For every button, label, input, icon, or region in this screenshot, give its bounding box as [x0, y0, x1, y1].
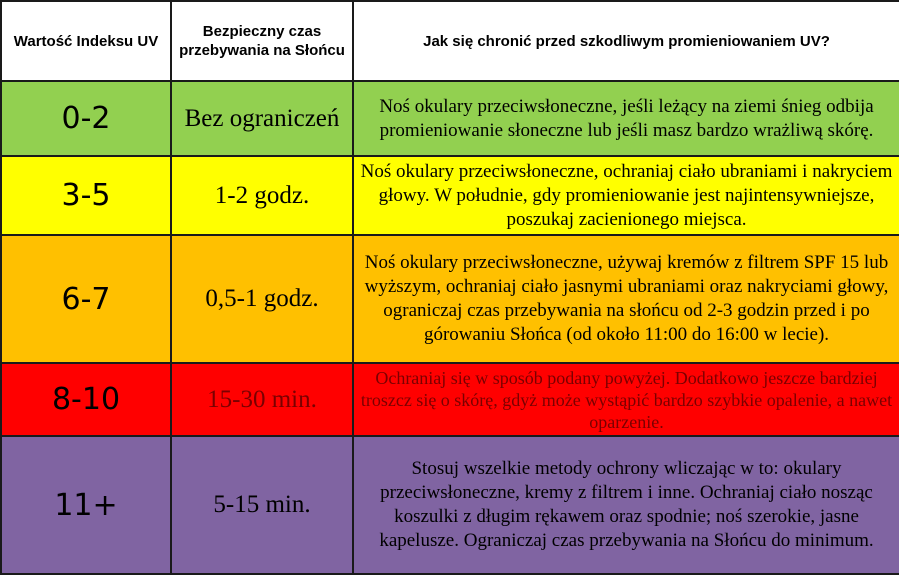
header-row: [1, 1, 899, 81]
uv-index-value: 3-5: [1, 156, 171, 235]
safe-time-value: 5-15 min.: [171, 436, 353, 574]
safe-time-value: 0,5-1 godz.: [171, 235, 353, 363]
protection-advice: Noś okulary przeciwsłoneczne, ochraniaj ciało ubraniami i nakryciem głowy. W południe, gdy promieniowanie jest najintensywniejsze, poszukaj zacienionego miejsca.: [353, 156, 899, 235]
safe-time-value: 1-2 godz.: [171, 156, 353, 235]
table-row: [1, 363, 899, 436]
header-protection: Jak się chronić przed szkodliwym promieniowaniem UV?: [353, 1, 899, 81]
table-row: [1, 81, 899, 156]
uv-index-value: 0-2: [1, 81, 171, 156]
protection-advice: Noś okulary przeciwsłoneczne, jeśli leżący na ziemi śnieg odbija promieniowanie słoneczne lub jeśli masz bardzo wrażliwą skórę.: [353, 81, 899, 156]
table-row: [1, 235, 899, 363]
header-index: Wartość Indeksu UV: [1, 1, 171, 81]
table-row: [1, 156, 899, 235]
safe-time-value: 15-30 min.: [171, 363, 353, 436]
uv-index-value: 6-7: [1, 235, 171, 363]
table-row: [1, 436, 899, 574]
header-safe-time: Bezpieczny czas przebywania na Słońcu: [171, 1, 353, 81]
safe-time-value: Bez ograniczeń: [171, 81, 353, 156]
uv-index-value: 8-10: [1, 363, 171, 436]
protection-advice: Noś okulary przeciwsłoneczne, używaj kremów z filtrem SPF 15 lub wyższym, ochraniaj ciało jasnymi ubraniami oraz nakryciami głowy, ograniczaj czas przebywania na słońcu od 2-3 godzin przed i po górowaniu Słońca (od około 11:00 do 16:00 w lecie).: [353, 235, 899, 363]
uv-index-value: 11+: [1, 436, 171, 574]
protection-advice: Stosuj wszelkie metody ochrony wliczając w to: okulary przeciwsłoneczne, kremy z filtrem i inne. Ochraniaj ciało nosząc koszulki z długim rękawem oraz spodnie; noś szerokie, jasne kapelusze. Ograniczaj czas przebywania na Słońcu do minimum.: [353, 436, 899, 574]
protection-advice: Ochraniaj się w sposób podany powyżej. Dodatkowo jeszcze bardziej troszcz się o skórę, gdyż może wystąpić bardzo szybkie opalenie, a nawet oparzenie.: [353, 363, 899, 436]
